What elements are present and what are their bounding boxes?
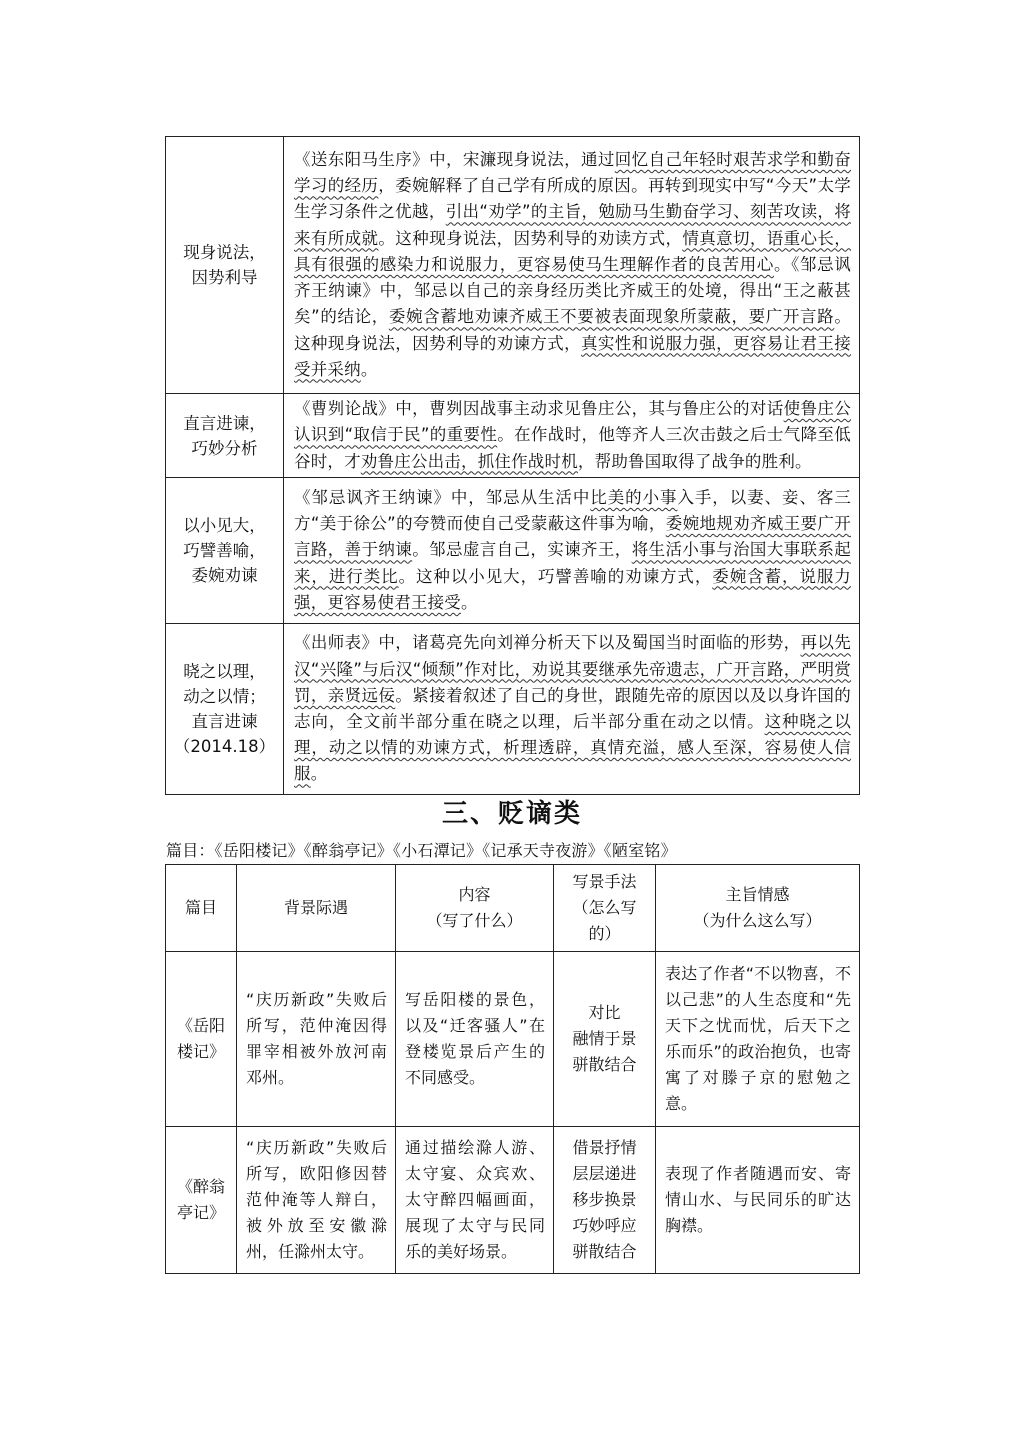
technique-cell	[554, 1127, 656, 1274]
technique-line: 骈散结合	[572, 1055, 637, 1074]
content-cell: 写岳阳楼的景色，以及“迁客骚人”在登楼览景后产生的不同感受。	[396, 952, 554, 1127]
key-phrase: 回忆自己年轻时艰苦求学和勤奋学习的经历	[294, 150, 851, 196]
key-phrase: 委婉含蓄地劝谏齐威王不要被表面现象所蒙蔽，要广开言路	[388, 307, 835, 327]
method-label-line: （2014.18）	[173, 737, 276, 756]
method-label-line: 动之以情；	[183, 687, 266, 706]
article-title	[166, 1127, 237, 1274]
background-cell: “庆历新政”失败后所写，欧阳修因替范仲淹等人辩白，被外放至安徽滁州，任滁州太守。	[237, 1127, 396, 1274]
technique-line: 移步换景	[572, 1190, 637, 1209]
text-segment: 。这种现身说法，因势利导的劝谏方式，	[294, 307, 852, 353]
theme-cell: 表现了作者随遇而安、寄情山水、与民同乐的旷达胸襟。	[656, 1127, 860, 1274]
method-label-line: 因势利导	[191, 268, 258, 287]
technique-line: 巧妙呼应	[572, 1216, 637, 1235]
key-phrase: 将生活小事与治国大事联系起来，进行类比	[294, 540, 851, 586]
article-title-line: 楼记》	[176, 1042, 225, 1061]
text-segment: ，委婉解释了自己学有所成的原因。再转到现实中写“今天”太学生学习条件之优越，	[294, 176, 851, 222]
key-phrase: 这种晓之以理，动之以情的劝谏方式，析理透辟，真情充溢，感人至深，容易使人信服	[294, 712, 851, 784]
header-cell	[656, 865, 860, 952]
text-segment: 。邹忌虚言自己，实谏齐王，	[412, 540, 632, 560]
key-phrase: 委婉地规劝齐威王要广开言路，善于纳谏	[294, 514, 851, 560]
method-label-line: 委婉劝谏	[191, 566, 258, 585]
method-label	[166, 478, 284, 624]
method-label-line: 巧妙分析	[191, 438, 258, 458]
background-cell: “庆历新政”失败后所写，范仲淹因得罪宰相被外放河南邓州。	[237, 952, 396, 1127]
table-row	[166, 394, 860, 478]
header-line: 的）	[588, 924, 621, 943]
text-segment: 。《邹忌讽齐王纳谏》中，邹忌以自己的亲身经历类比齐威王的处境，得出“王之蔽甚矣”的结论，	[294, 254, 852, 327]
theme-cell: 表达了作者“不以物喜，不以己悲”的人生态度和“先天下之忧而忧，后天下之乐而乐”的政治抱负，也寄寓了对滕子京的慰勉之意。	[656, 952, 860, 1127]
table-row	[166, 952, 860, 1127]
table-row	[166, 1127, 860, 1274]
text-segment: 入手，以妻、妾、客三方“美于徐公”的夸赞而使自己受蒙蔽这件事为喻，	[294, 487, 852, 534]
text-segment: 。这种现身说法，因势利导的劝读方式，	[378, 228, 683, 248]
text-segment: 。这种以小见大，巧譬善喻的劝谏方式，	[398, 566, 713, 586]
method-label-line: 巧譬善喻，	[183, 541, 266, 560]
text-segment: 《送东阳马生序》中，宋濂现身说法，通过	[294, 150, 615, 170]
table-row	[166, 478, 860, 624]
method-label-line: 直言进谏，	[183, 413, 266, 433]
technique-line: 借景抒情	[572, 1138, 637, 1157]
method-description	[284, 394, 860, 478]
header-line: 内容	[458, 885, 491, 904]
text-segment: 。紧接着叙述了自己的身世，跟随先帝的原因以及以身许国的志向，全文前半部分重在晓之以理，后半部分重在动之以情。	[294, 685, 851, 731]
header-line: 篇目	[184, 898, 217, 917]
header-line: 写景手法	[572, 872, 637, 891]
article-title-line: 《醉翁	[176, 1177, 225, 1196]
header-line: （怎么写	[572, 898, 637, 917]
text-segment: 。	[461, 592, 478, 612]
method-label	[166, 137, 284, 394]
article-title	[166, 952, 237, 1127]
method-description	[284, 478, 860, 624]
header-line: （写了什么）	[426, 911, 523, 930]
method-label-line: 现身说法，	[183, 243, 266, 262]
header-line: （为什么这么写）	[693, 911, 822, 930]
method-label-line: 晓之以理，	[183, 662, 266, 681]
technique-line: 对比	[588, 1003, 621, 1022]
method-description	[284, 137, 860, 394]
table-row	[166, 624, 860, 795]
text-segment: 《出师表》中，诸葛亮先向刘禅分析天下以及蜀国当时面临的形势，	[294, 633, 801, 653]
header-line: 背景际遇	[283, 898, 348, 917]
method-description	[284, 624, 860, 795]
exile-literature-table	[165, 864, 860, 1274]
section-article-list: 篇目：《岳阳楼记》《醉翁亭记》《小石潭记》《记承天寺夜游》《陋室铭》	[166, 841, 677, 860]
text-segment: ，帮助鲁国取得了战争的胜利。	[577, 451, 812, 471]
text-segment: 。	[310, 764, 328, 784]
technique-cell	[554, 952, 656, 1127]
persuasion-table	[165, 136, 860, 795]
technique-line: 骈散结合	[572, 1242, 637, 1261]
header-line: 主旨情感	[725, 885, 790, 904]
table-header-row	[166, 865, 860, 952]
key-phrase: 比美的小事	[590, 487, 678, 507]
key-phrase: 使鲁庄公认识到“取信于民”的重要性	[294, 399, 851, 445]
header-cell	[396, 865, 554, 952]
text-segment: 。在作战时，他等齐人三次击鼓之后士气降至低谷时，才	[294, 425, 851, 471]
header-cell	[166, 865, 237, 952]
section-title: 三、贬谪类	[441, 799, 582, 829]
text-segment: 《曹刿论战》中，曹刿因战事主动求见鲁庄公，其与鲁庄公的对话	[294, 399, 784, 419]
key-phrase: 劝鲁庄公出击，抓住作战时机	[360, 451, 578, 471]
article-title-line: 《岳阳	[176, 1016, 225, 1035]
method-label	[166, 394, 284, 478]
key-phrase: 真实性和说服力强，更容易让君王接受并采纳	[294, 333, 851, 379]
table-row	[166, 137, 860, 394]
key-phrase: 情真意切，语重心长，具有很强的感染力和说服力，更容易使马生理解作者的良苦用心	[294, 228, 852, 274]
content-cell: 通过描绘滁人游、太守宴、众宾欢、太守醉四幅画面，展现了太守与民同乐的美好场景。	[396, 1127, 554, 1274]
method-label-line: 直言进谏	[191, 712, 258, 731]
technique-line: 层层递进	[572, 1164, 637, 1183]
key-phrase: 引出“劝学”的主旨，勉励马生勤奋学习、刻苦攻读，将来有所成就	[294, 202, 851, 248]
header-cell	[554, 865, 656, 952]
article-title-line: 亭记》	[176, 1203, 225, 1222]
text-segment: 《邹忌讽齐王纳谏》中，邹忌从生活中	[294, 487, 591, 507]
key-phrase: 再以先汉“兴隆”与后汉“倾颓”作对比，劝说其要继承先帝遗志，广开言路，严明赏罚，亲贤远佞	[294, 633, 851, 705]
text-segment: 。	[360, 359, 378, 379]
method-label	[166, 624, 284, 795]
header-cell	[237, 865, 396, 952]
method-label-line: 以小见大，	[183, 516, 266, 535]
key-phrase: 委婉含蓄，说服力强，更容易使君王接受	[294, 566, 851, 612]
technique-line: 融情于景	[572, 1029, 637, 1048]
